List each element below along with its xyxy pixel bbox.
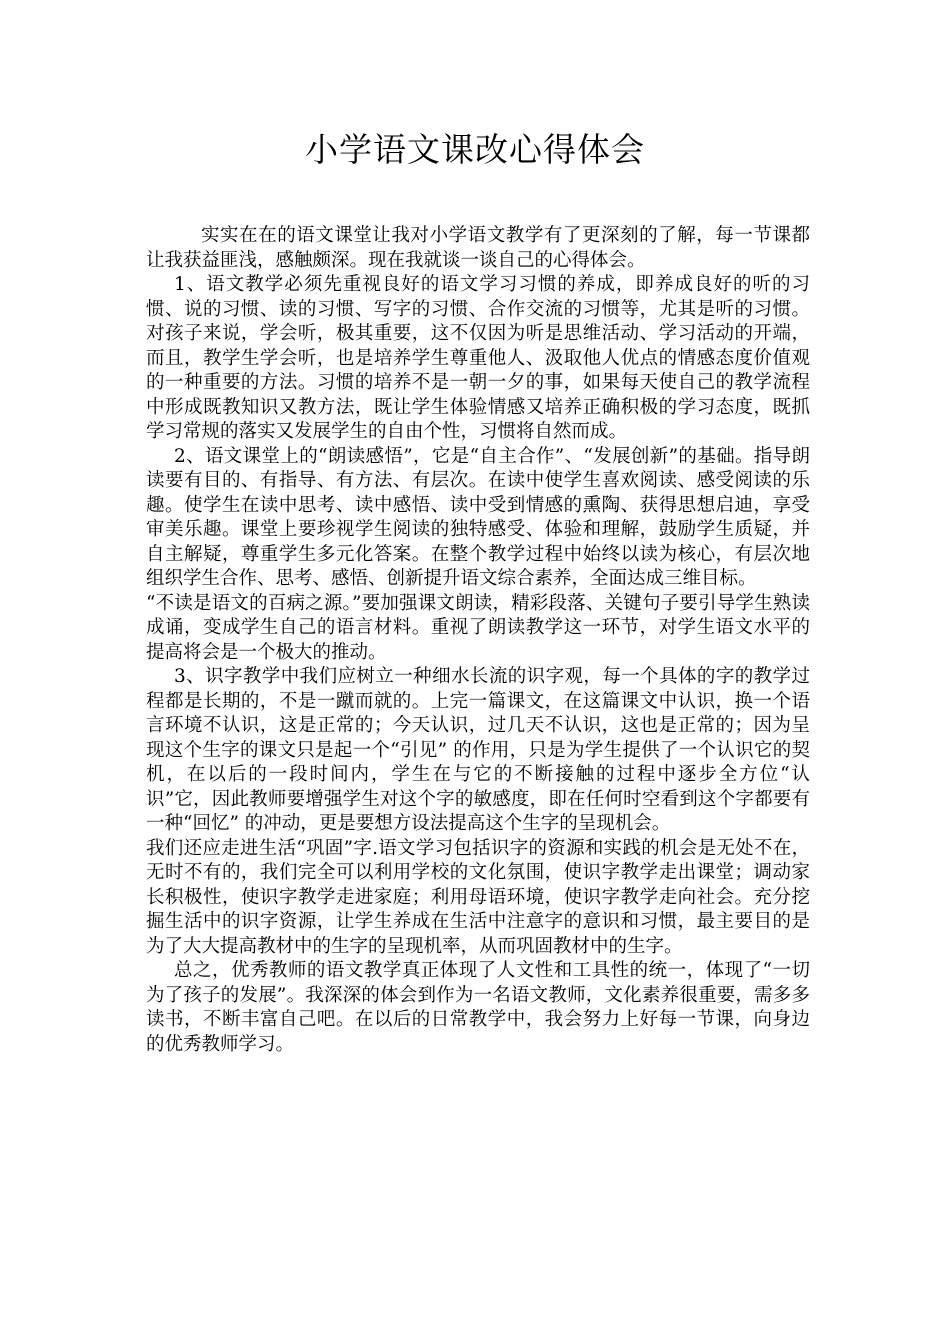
document-title: 小学语文课改心得体会: [305, 130, 645, 169]
document-body: [146, 224, 810, 1057]
paragraph-life-literacy: 我们还应走进生活“巩固”字.语文学习包括识字的资源和实践的机会是无处不在，无时不有的，我们完全可以利用学校的文化氛围，使识字教学走出课堂；调动家长积极性，使识字教学走进家庭；利用母语环境，使识字教学走向社会。充分挖掘生活中的识字资源，让学生养成在生活中注意字的意识和习惯，最主要目的是为了大大提高教材中的生字的呈现机率，从而巩固教材中的生字。: [146, 837, 810, 957]
paragraph-intro: 实实在在的语文课堂让我对小学语文教学有了更深刻的了解，每一节课都让我获益匪浅，感触颇深。现在我就谈一谈自己的心得体会。: [146, 225, 810, 271]
paragraph-conclusion: 总之，优秀教师的语文教学真正体现了人文性和工具性的统一，体现了“一切为了孩子的发展”。我深深的体会到作为一名语文教师，文化素养很重要，需多多读书，不断丰富自己吧。在以后的日常教学中，我会努力上好每一节课，向身边的优秀教师学习。: [146, 960, 810, 1055]
paragraph-point-3: 3、识字教学中我们应树立一种细水长流的识字观，每一个具体的字的教学过程都是长期的，不是一蹴而就的。上完一篇课文，在这篇课文中认识，换一个语言环境不认识，这是正常的；今天认识，过几天不认识，这也是正常的；因为呈现这个生字的课文只是起一个“引见” 的作用，只是为学生提供了一个认识它的契机，在以后的一段时间内，学生在与它的不断接触的过程中逐步全方位“认识”它，因此教师要增强学生对这个字的敏感度，即在任何时空看到这个字都要有一种“回忆” 的冲动，更是要想方设法提高这个生字的呈现机会。: [146, 666, 810, 834]
paragraph-point-2: 2、语文课堂上的“朗读感悟”，它是“自主合作”、“发展创新”的基础。指导朗读要有目的、有指导、有方法、有层次。在读中使学生喜欢阅读、感受阅读的乐趣。使学生在读中思考、读中感悟、读中受到情感的熏陶、获得思想启迪，享受审美乐趣。课堂上要珍视学生阅读的独特感受、体验和理解，鼓励学生质疑，并自主解疑，尊重学生多元化答案。在整个教学过程中始终以读为核心，有层次地组织学生合作、思考、感悟、创新提升语文综合素养，全面达成三维目标。: [146, 445, 810, 589]
paragraph-reading-quote: “不读是语文的百病之源。”要加强课文朗读，精彩段落、关键句子要引导学生熟读成诵，变成学生自己的语言材料。重视了朗读教学这一环节，对学生语文水平的提高将会是一个极大的推动。: [146, 592, 810, 663]
paragraph-point-1: 1、语文教学必须先重视良好的语文学习习惯的养成，即养成良好的听的习惯、说的习惯、读的习惯、写字的习惯、合作交流的习惯等，尤其是听的习惯。对孩子来说，学会听，极其重要，这不仅因为听是思维活动、学习活动的开端，而且，教学生学会听，也是培养学生尊重他人、汲取他人优点的情感态度价值观的一种重要的方法。习惯的培养不是一朝一夕的事，如果每天使自己的教学流程中形成既教知识又教方法，既让学生体验情感又培养正确积极的学习态度，既抓学习常规的落实又发展学生的自由个性，习惯将自然而成。: [146, 274, 810, 442]
